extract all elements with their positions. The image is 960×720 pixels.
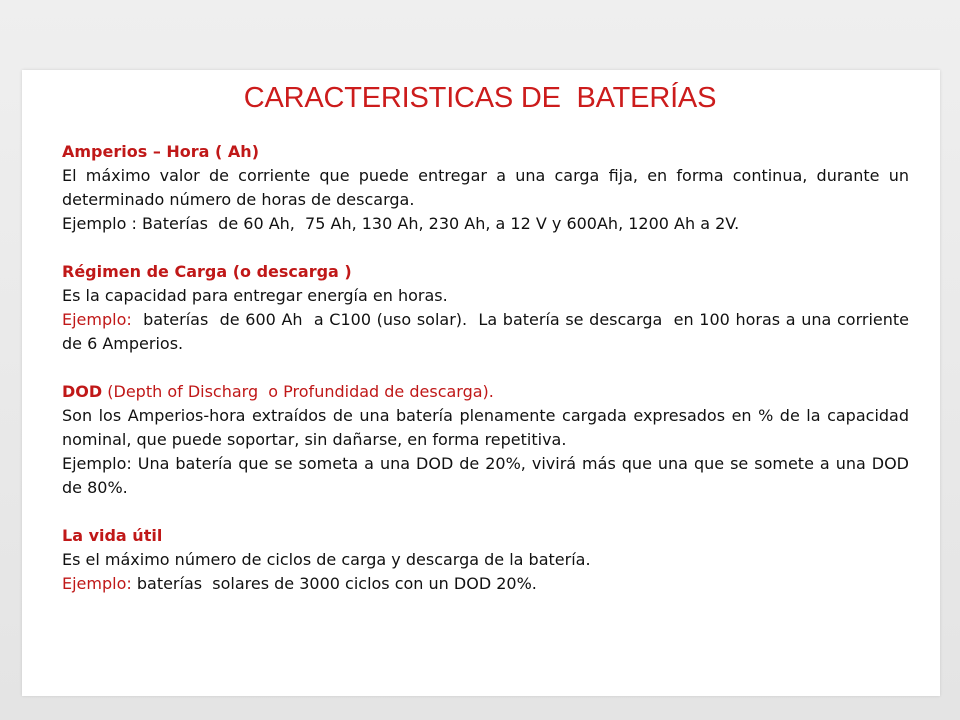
section-heading: La vida útil xyxy=(62,526,163,545)
section-example xyxy=(62,308,920,356)
example-label: Ejemplo: xyxy=(62,310,132,329)
section-regimen-carga xyxy=(62,260,920,356)
spacer xyxy=(62,500,909,524)
section-amperios-hora xyxy=(62,140,909,236)
example-label: Ejemplo: xyxy=(62,574,132,593)
example-text: baterías de 600 Ah a C100 (uso solar). La batería se descarga en 100 horas a una corriente de 6 Amperios. xyxy=(62,310,920,353)
section-example xyxy=(62,572,909,596)
section-example: Ejemplo: Una batería que se someta a una DOD de 20%, vivirá más que una que se somete a una DOD de 80%. xyxy=(62,454,909,497)
example-text: baterías solares de 3000 ciclos con un DOD 20%. xyxy=(131,574,537,593)
section-definition: Es el máximo número de ciclos de carga y descarga de la batería. xyxy=(62,550,591,569)
heading-acronym: DOD xyxy=(62,382,103,401)
section-heading: Amperios – Hora ( Ah) xyxy=(62,142,259,161)
slide-content xyxy=(62,140,920,596)
section-heading: Régimen de Carga (o descarga ) xyxy=(62,262,352,281)
section-vida-util xyxy=(62,524,909,596)
slide-title: CARACTERISTICAS DE BATERÍAS xyxy=(243,82,717,114)
section-definition: El máximo valor de corriente que puede entregar a una carga fija, en forma continua, durante un determinado número de horas de descarga. xyxy=(62,166,909,209)
section-heading xyxy=(62,380,909,404)
heading-expansion: (Depth of Discharg o Profundidad de descarga). xyxy=(102,382,494,401)
section-definition: Es la capacidad para entregar energía en horas. xyxy=(62,286,448,305)
section-example: Ejemplo : Baterías de 60 Ah, 75 Ah, 130 Ah, 230 Ah, a 12 V y 600Ah, 1200 Ah a 2V. xyxy=(62,214,740,233)
spacer xyxy=(62,356,909,380)
section-dod xyxy=(62,380,909,500)
section-definition: Son los Amperios-hora extraídos de una batería plenamente cargada expresados en % de la capacidad nominal, que puede soportar, sin dañarse, en forma repetitiva. xyxy=(62,406,909,449)
spacer xyxy=(62,236,909,260)
